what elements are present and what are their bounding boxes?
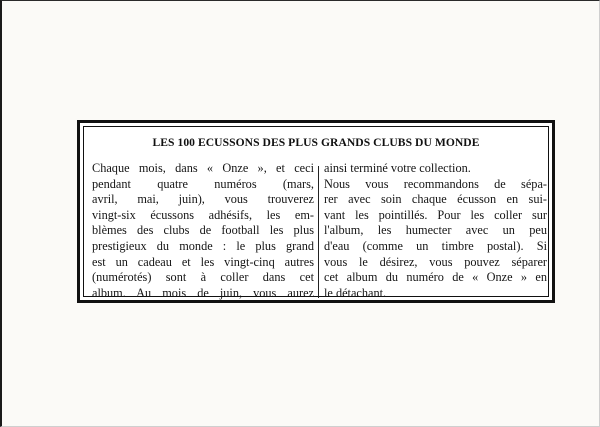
text-line: vant les pointillés. Pour les coller sur — [324, 207, 547, 222]
text-line: cet album du numéro de « Onze » en — [324, 270, 547, 285]
text-line: vous le désirez, vous pouvez séparer — [324, 254, 547, 269]
text-line: Nous vous recommandons de sépa- — [324, 176, 547, 191]
text-line: ainsi terminé votre collection. — [324, 161, 471, 175]
text-line: avril, mai, juin), vous trouverez — [92, 192, 314, 207]
text-line: vingt-six écussons adhésifs, les em- — [92, 207, 314, 222]
text-line: est un cadeau et les vingt-cinq autres — [92, 254, 314, 269]
text-line: d'eau (comme un timbre postal). Si — [324, 238, 547, 253]
text-line: l'album, les humecter avec un peu — [324, 223, 547, 238]
notice-title: LES 100 ECUSSONS DES PLUS GRANDS CLUBS DU MONDE — [152, 136, 480, 149]
text-line: blèmes des clubs de football les plus — [92, 223, 314, 238]
right-column — [324, 161, 547, 301]
column-divider — [318, 166, 319, 298]
text-line: album. Au mois de juin, vous aurez — [92, 285, 314, 300]
notice-box — [77, 120, 555, 303]
text-line: rer avec soin chaque écusson en sui- — [324, 192, 547, 207]
text-line: (numérotés) sont à coller dans cet — [92, 270, 314, 285]
text-line: prestigieux du monde : le plus grand — [92, 238, 314, 253]
notice-inner-border — [83, 126, 549, 300]
text-line: Chaque mois, dans « Onze », et ceci — [92, 161, 314, 175]
text-line: pendant quatre numéros (mars, — [92, 176, 314, 191]
text-line: le détachant. — [324, 285, 387, 300]
left-column — [92, 161, 314, 301]
